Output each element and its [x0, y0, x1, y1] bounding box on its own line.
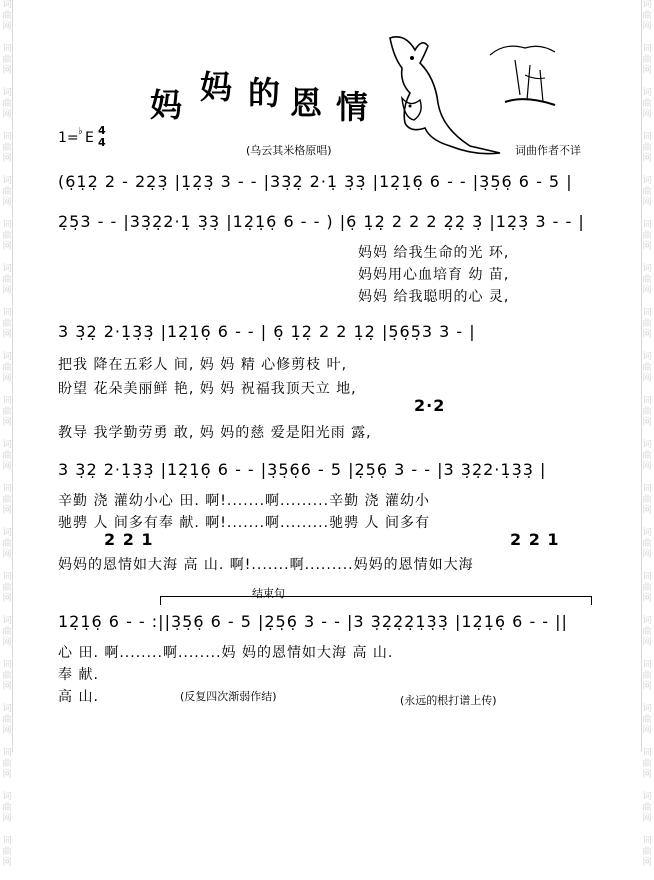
watermark-char: 词	[642, 528, 652, 538]
watermark-char: 网	[2, 770, 12, 780]
key-flat: ♭	[78, 126, 83, 137]
watermark-gap	[6, 693, 9, 704]
watermark-char: 曲	[2, 55, 12, 65]
watermark-char: 曲	[2, 319, 12, 329]
watermark-char: 词	[2, 572, 12, 582]
lyric-verse-3d: 高 山.	[58, 689, 99, 705]
watermark-char: 曲	[642, 407, 652, 417]
lyric-verse-2b: 盼望 花朵美丽鲜 艳, 妈 妈 祝福我顶天立 地,	[58, 381, 357, 397]
watermark-char: 网	[642, 154, 652, 164]
watermark-gap	[646, 341, 649, 352]
watermark-gap	[6, 253, 9, 264]
watermark-char: 词	[2, 220, 12, 230]
watermark-char: 曲	[642, 275, 652, 285]
watermark-char: 网	[2, 242, 12, 252]
watermark-char: 词	[642, 572, 652, 582]
watermark-char: 网	[2, 638, 12, 648]
watermark-char: 网	[642, 110, 652, 120]
watermark-gap	[6, 341, 9, 352]
watermark-gap	[646, 693, 649, 704]
watermark-char: 网	[642, 726, 652, 736]
watermark-char: 网	[642, 418, 652, 428]
watermark-char: 曲	[2, 231, 12, 241]
watermark-gap	[646, 121, 649, 132]
watermark-char: 曲	[2, 847, 12, 857]
watermark-gap	[6, 605, 9, 616]
watermark-char: 曲	[642, 231, 652, 241]
landscape-sketch	[485, 40, 565, 110]
watermark-char: 网	[2, 814, 12, 824]
watermark-char: 曲	[642, 319, 652, 329]
watermark-char: 曲	[2, 583, 12, 593]
watermark-char: 网	[2, 726, 12, 736]
watermark-gap	[6, 121, 9, 132]
watermark-gap	[646, 429, 649, 440]
watermark-gap	[6, 297, 9, 308]
watermark-char: 网	[2, 286, 12, 296]
watermark-char: 网	[642, 638, 652, 648]
watermark-gap	[646, 473, 649, 484]
watermark-char: 词	[642, 440, 652, 450]
watermark-gap	[6, 517, 9, 528]
watermark-gap	[6, 737, 9, 748]
notation-row-3: 3 3̣2̣ 2·1̣3̣3̣ |12̣1̣6̣ 6 - - | 6̣ 1̣2̣ 2 2 1̣2̣ |5̣6̣5̣3 3 - |	[58, 322, 476, 341]
watermark-char: 网	[642, 198, 652, 208]
watermark-char: 网	[2, 418, 12, 428]
watermark-gap	[646, 737, 649, 748]
watermark-char: 曲	[642, 99, 652, 109]
watermark-char: 曲	[642, 187, 652, 197]
watermark-char: 网	[642, 594, 652, 604]
watermark-char: 词	[642, 704, 652, 714]
watermark-gap	[646, 297, 649, 308]
watermark-char: 网	[642, 682, 652, 692]
watermark-char: 网	[642, 462, 652, 472]
watermark-gap	[6, 473, 9, 484]
watermark-char: 网	[2, 858, 12, 868]
watermark-char: 曲	[2, 451, 12, 461]
watermark-char: 网	[642, 66, 652, 76]
watermark-char: 曲	[642, 143, 652, 153]
watermark-gap	[646, 165, 649, 176]
watermark-char: 词	[642, 88, 652, 98]
lyric-verse-3b: 教导 我学勤劳勇 敢, 妈 妈的慈 爱是阳光雨 露,	[58, 425, 372, 441]
ending-label: 结束句	[252, 587, 285, 600]
watermark-char: 词	[642, 0, 652, 10]
watermark-left	[0, 0, 14, 868]
watermark-char: 词	[2, 0, 12, 10]
alt-notes-3: 2 2 1	[510, 530, 560, 549]
title-char-4: 恩	[290, 84, 323, 122]
watermark-char: 曲	[642, 539, 652, 549]
key-note: E	[85, 130, 94, 146]
notation-row-4: 3 3̣2̣ 2·1̣3̣3̣ |12̣1̣6̣ 6 - - |3̣5̣6̣6 - 5 |2̣5̣6̣ 3 - - |3 3̣2̣2·1̣3̣3̣ |	[58, 460, 547, 479]
watermark-gap	[6, 825, 9, 836]
lyric-verse-3c: 妈妈的恩情如大海 高 山. 啊!.......啊.........妈妈的恩情如大海	[58, 557, 474, 573]
notation-row-1: (6̣1̣2̣ 2 - 22̣3̣ |1̣2̣3̣ 3 - - |33̣2̣ 2·1̣ 3̣3̣ |12̣1̣6̣ 6 - - |3̣5̣6̣ 6 - 5 |	[58, 172, 573, 191]
watermark-gap	[646, 649, 649, 660]
watermark-char: 曲	[2, 803, 12, 813]
watermark-char: 词	[642, 396, 652, 406]
watermark-char: 词	[642, 264, 652, 274]
watermark-char: 网	[2, 22, 12, 32]
watermark-char: 词	[2, 132, 12, 142]
lyric-verse-2d: 奉 献.	[58, 667, 99, 683]
watermark-char: 词	[642, 176, 652, 186]
watermark-char: 网	[642, 814, 652, 824]
watermark-char: 曲	[642, 715, 652, 725]
watermark-char: 网	[642, 374, 652, 384]
watermark-char: 曲	[2, 11, 12, 21]
watermark-char: 词	[2, 616, 12, 626]
watermark-char: 词	[642, 660, 652, 670]
watermark-char: 词	[2, 88, 12, 98]
watermark-gap	[6, 869, 9, 880]
watermark-gap	[646, 385, 649, 396]
page-border	[12, 0, 642, 752]
repeat-instruction: (反复四次渐弱作结)	[180, 690, 277, 703]
watermark-char: 曲	[2, 715, 12, 725]
watermark-char: 曲	[642, 583, 652, 593]
watermark-char: 词	[2, 836, 12, 846]
watermark-char: 网	[642, 550, 652, 560]
watermark-char: 曲	[642, 759, 652, 769]
watermark-gap	[6, 649, 9, 660]
watermark-char: 网	[2, 198, 12, 208]
watermark-char: 网	[642, 506, 652, 516]
watermark-char: 曲	[642, 803, 652, 813]
lyric-verse-1d: 心 田. 啊........啊........妈 妈的恩情如大海 高 山.	[58, 645, 394, 661]
watermark-char: 词	[2, 396, 12, 406]
watermark-char: 词	[2, 176, 12, 186]
watermark-char: 曲	[2, 143, 12, 153]
watermark-char: 网	[2, 66, 12, 76]
title-char-1: 妈	[150, 86, 183, 124]
watermark-char: 词	[642, 484, 652, 494]
watermark-char: 词	[2, 264, 12, 274]
time-bottom: 4	[98, 136, 106, 149]
watermark-char: 词	[642, 616, 652, 626]
watermark-char: 词	[2, 660, 12, 670]
watermark-char: 网	[642, 770, 652, 780]
watermark-char: 词	[642, 44, 652, 54]
watermark-char: 词	[642, 792, 652, 802]
watermark-char: 网	[2, 154, 12, 164]
watermark-gap	[646, 517, 649, 528]
watermark-char: 词	[2, 44, 12, 54]
watermark-char: 网	[2, 682, 12, 692]
watermark-char: 词	[2, 704, 12, 714]
watermark-gap	[646, 209, 649, 220]
watermark-char: 词	[2, 440, 12, 450]
watermark-char: 词	[642, 352, 652, 362]
watermark-gap	[6, 429, 9, 440]
watermark-char: 曲	[2, 495, 12, 505]
watermark-gap	[646, 253, 649, 264]
title-char-2: 妈	[200, 68, 233, 106]
composer-credit: 词曲作者不详	[515, 144, 581, 157]
watermark-char: 词	[642, 220, 652, 230]
watermark-char: 网	[2, 550, 12, 560]
watermark-char: 曲	[2, 759, 12, 769]
watermark-char: 词	[2, 352, 12, 362]
watermark-char: 词	[2, 792, 12, 802]
watermark-char: 词	[642, 308, 652, 318]
watermark-char: 曲	[642, 451, 652, 461]
watermark-char: 曲	[2, 671, 12, 681]
watermark-right	[640, 0, 654, 868]
watermark-gap	[646, 825, 649, 836]
time-top: 4	[98, 124, 106, 137]
ending-bracket	[160, 596, 592, 605]
watermark-gap	[646, 33, 649, 44]
watermark-char: 曲	[642, 11, 652, 21]
watermark-char: 词	[642, 748, 652, 758]
uploader-credit: (永远的根打谱上传)	[400, 694, 497, 707]
watermark-gap	[6, 385, 9, 396]
lyric-verse-2a: 妈妈用心血培育 幼 苗,	[358, 267, 510, 283]
watermark-char: 曲	[2, 275, 12, 285]
watermark-char: 曲	[642, 671, 652, 681]
lyric-verse-1a: 妈妈 给我生命的光 环,	[358, 245, 510, 261]
watermark-char: 网	[2, 110, 12, 120]
watermark-gap	[6, 77, 9, 88]
watermark-char: 网	[642, 22, 652, 32]
title-char-5: 情	[336, 88, 369, 126]
watermark-char: 曲	[642, 847, 652, 857]
key-prefix: 1=	[58, 130, 79, 146]
watermark-gap	[6, 781, 9, 792]
watermark-char: 网	[642, 242, 652, 252]
watermark-char: 曲	[2, 407, 12, 417]
lyric-verse-1c: 辛勤 浇 灌幼小心 田. 啊!.......啊.........辛勤 浇 灌幼小	[58, 493, 430, 509]
watermark-char: 词	[642, 836, 652, 846]
notation-row-2: 2̣5̣3 - - |33̣2̣2·1̣ 3̣3̣ |12̣1̣6̣ 6 - - ) |6̣ 1̣2̣ 2 2 2 2̣2̣ 3̣ |12̣3̣ 3 - - |	[58, 212, 585, 231]
watermark-char: 网	[642, 858, 652, 868]
watermark-char: 词	[642, 132, 652, 142]
watermark-char: 曲	[642, 363, 652, 373]
watermark-char: 词	[2, 484, 12, 494]
watermark-gap	[646, 561, 649, 572]
watermark-char: 词	[2, 748, 12, 758]
lyric-verse-2c: 驰骋 人 间多有奉 献. 啊!.......啊.........驰骋 人 间多有	[58, 515, 430, 531]
watermark-char: 曲	[2, 539, 12, 549]
watermark-char: 网	[2, 594, 12, 604]
watermark-char: 网	[2, 506, 12, 516]
title-char-3: 的	[248, 74, 281, 112]
watermark-char: 词	[2, 308, 12, 318]
lyric-verse-1b: 把我 降在五彩人 间, 妈 妈 精 心修剪枝 叶,	[58, 357, 348, 373]
watermark-char: 词	[2, 528, 12, 538]
watermark-gap	[6, 33, 9, 44]
watermark-char: 网	[2, 330, 12, 340]
notation-row-5: 12̣1̣6̣ 6 - - :||3̣5̣6̣ 6 - 5 |2̣5̣6̣ 3 - - |3 3̣2̣2̣2̣1̣3̣3̣ |12̣1̣6̣ 6 - - ||	[58, 612, 568, 631]
watermark-gap	[646, 781, 649, 792]
watermark-char: 网	[2, 462, 12, 472]
watermark-char: 网	[2, 374, 12, 384]
watermark-char: 曲	[2, 99, 12, 109]
watermark-char: 曲	[2, 627, 12, 637]
singer-credit: (乌云其米格原唱)	[246, 144, 332, 157]
watermark-char: 网	[642, 286, 652, 296]
alt-notes-2: 2 2 1	[104, 530, 154, 549]
watermark-gap	[646, 77, 649, 88]
alt-notes-1: 2·2	[414, 396, 446, 415]
watermark-char: 曲	[2, 363, 12, 373]
watermark-char: 曲	[642, 627, 652, 637]
watermark-gap	[646, 869, 649, 880]
watermark-char: 曲	[2, 187, 12, 197]
watermark-char: 曲	[642, 495, 652, 505]
watermark-char: 曲	[642, 55, 652, 65]
watermark-gap	[6, 209, 9, 220]
watermark-gap	[646, 605, 649, 616]
watermark-gap	[6, 165, 9, 176]
watermark-char: 网	[642, 330, 652, 340]
watermark-gap	[6, 561, 9, 572]
lyric-verse-3a: 妈妈 给我聪明的心 灵,	[358, 289, 510, 305]
